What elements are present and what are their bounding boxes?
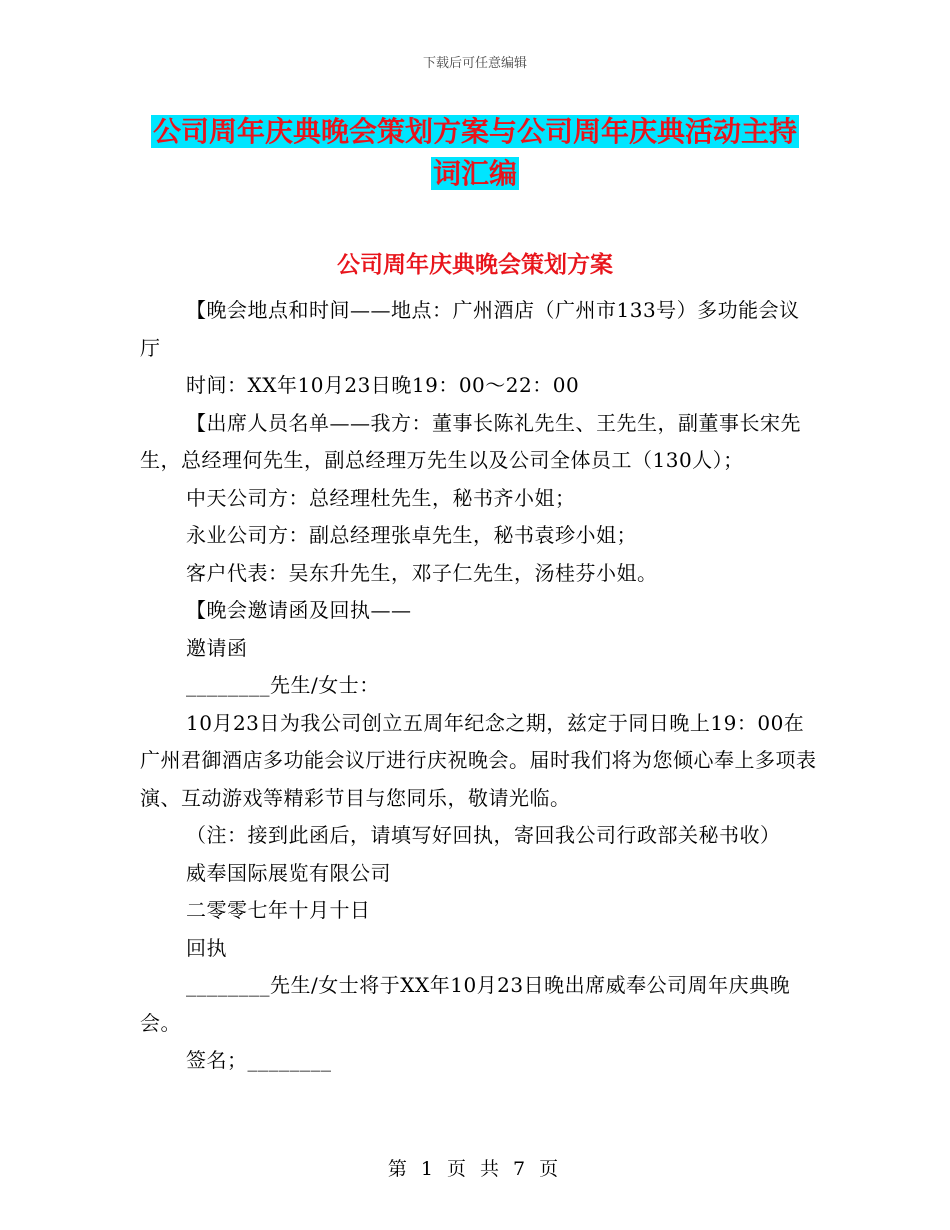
paragraph-venue: 【晚会地点和时间——地点：广州酒店（广州市133号）多功能会议厅 xyxy=(140,298,800,360)
paragraph-invitation: 邀请函 xyxy=(186,635,248,660)
document-title-line-1 xyxy=(0,112,950,152)
paragraph-clients: 客户代表：吴东升先生，邓子仁先生，汤桂芬小姐。 xyxy=(186,560,658,585)
paragraph-company: 威奉国际展览有限公司 xyxy=(186,860,391,885)
paragraph-signature: 签名；________ xyxy=(186,1048,332,1072)
paragraph-time: 时间：XX年10月23日晚19：00～22：00 xyxy=(186,373,580,397)
title-highlight-2: 词汇编 xyxy=(432,157,517,190)
paragraph-invitation-heading: 【晚会邀请函及回执—— xyxy=(186,598,412,622)
paragraph-attendees: 【出席人员名单——我方：董事长陈礼先生、王先生，副董事长宋先生，总经理何先生，副总经理万先生以及公司全体员工（130人）； xyxy=(140,410,801,472)
document-body xyxy=(140,292,820,1080)
document-title-line-2 xyxy=(0,154,950,194)
paragraph-note: （注：接到此函后，请填写好回执，寄回我公司行政部关秘书收） xyxy=(186,823,781,847)
paragraph-zhongtian: 中天公司方：总经理杜先生，秘书齐小姐； xyxy=(186,485,576,510)
paragraph-salutation: ________先生/女士： xyxy=(186,673,380,697)
paragraph-yongye: 永业公司方：副总经理张卓先生，秘书袁珍小姐； xyxy=(186,523,637,547)
paragraph-invitation-body: 10月23日为我公司创立五周年纪念之期，兹定于同日晚上19：00在广州君御酒店多功能会议厅进行庆祝晚会。届时我们将为您倾心奉上多项表演、互动游戏等精彩节目与您同乐，敬请光临。 xyxy=(140,710,817,810)
paragraph-date: 二零零七年十月十日 xyxy=(186,898,371,922)
page-footer: 第 1 页 共 7 页 xyxy=(387,1158,563,1180)
paragraph-receipt-body: ________先生/女士将于XX年10月23日晚出席威奉公司周年庆典晚会。 xyxy=(140,973,791,1035)
title-highlight-1: 公司周年庆典晚会策划方案与公司周年庆典活动主持 xyxy=(152,115,797,148)
section-title: 公司周年庆典晚会策划方案 xyxy=(337,251,613,278)
paragraph-receipt: 回执 xyxy=(186,935,227,960)
page-header: 下载后可任意编辑 xyxy=(422,56,527,71)
